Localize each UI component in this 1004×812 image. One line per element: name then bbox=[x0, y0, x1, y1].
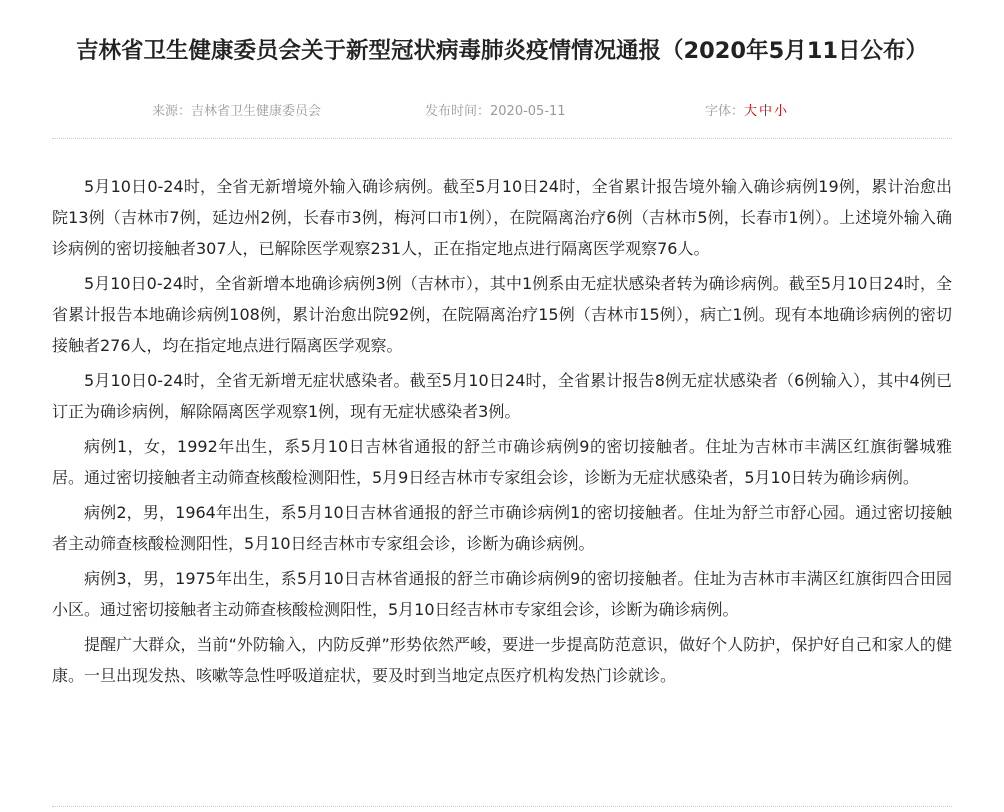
font-size-medium-button[interactable]: 中 bbox=[759, 104, 773, 119]
article-paragraph: 病例2，男，1964年出生，系5月10日吉林省通报的舒兰市确诊病例1的密切接触者。住址为舒兰市舒心园。通过密切接触者主动筛查核酸检测阳性，5月10日经吉林市专家组会诊，诊断为确诊病例。 bbox=[52, 503, 952, 553]
article-paragraph: 提醒广大群众，当前“外防输入，内防反弹”形势依然严峻，要进一步提高防范意识，做好个人防护，保护好自己和家人的健康。一旦出现发热、咳嗽等急性呼吸道症状，要及时到当地定点医疗机构发热门诊就诊。 bbox=[52, 635, 952, 685]
meta-date bbox=[425, 102, 566, 122]
article-paragraph: 5月10日0-24时，全省新增本地确诊病例3例（吉林市），其中1例系由无症状感染者转为确诊病例。截至5月10日24时，全省累计报告本地确诊病例108例，累计治愈出院92例，在院隔离治疗15例（吉林市15例），病亡1例。现有本地确诊病例的密切接触者276人，均在指定地点进行隔离医学观察。 bbox=[52, 274, 952, 355]
font-label: 字体： bbox=[705, 104, 745, 119]
date-value: 2020-05-11 bbox=[490, 104, 566, 119]
article-meta bbox=[0, 102, 1004, 122]
source-value: 吉林省卫生健康委员会 bbox=[191, 104, 322, 119]
font-size-small-button[interactable]: 小 bbox=[774, 104, 788, 119]
article-title: 吉林省卫生健康委员会关于新型冠状病毒肺炎疫情情况通报（2020年5月11日公布） bbox=[75, 38, 929, 64]
article-body bbox=[52, 171, 952, 695]
article-paragraph: 5月10日0-24时，全省无新增境外输入确诊病例。截至5月10日24时，全省累计报告境外输入确诊病例19例，累计治愈出院13例（吉林市7例，延边州2例，长春市3例，梅河口市1例），在院隔离治疗6例（吉林市5例，长春市1例）。上述境外输入确诊病例的密切接触者307人，已解除医学观察231人，正在指定地点进行隔离医学观察76人。 bbox=[52, 177, 952, 258]
font-size-large-button[interactable]: 大 bbox=[744, 104, 758, 119]
article-paragraph: 5月10日0-24时，全省无新增无症状感染者。截至5月10日24时，全省累计报告8例无症状感染者（6例输入），其中4例已订正为确诊病例，解除隔离医学观察1例，现有无症状感染者3例。 bbox=[52, 371, 952, 421]
meta-divider bbox=[52, 138, 952, 139]
date-label: 发布时间： bbox=[425, 104, 491, 119]
meta-source bbox=[152, 102, 321, 122]
article-paragraph: 病例3，男，1975年出生，系5月10日吉林省通报的舒兰市确诊病例9的密切接触者。住址为吉林市丰满区红旗街四合田园小区。通过密切接触者主动筛查核酸检测阳性，5月10日经吉林市专家组会诊，诊断为确诊病例。 bbox=[52, 569, 952, 619]
source-label: 来源： bbox=[152, 104, 192, 119]
article-paragraph: 病例1，女，1992年出生，系5月10日吉林省通报的舒兰市确诊病例9的密切接触者。住址为吉林市丰满区红旗街馨城雅居。通过密切接触者主动筛查核酸检测阳性，5月9日经吉林市专家组会诊，诊断为无症状感染者，5月10日转为确诊病例。 bbox=[52, 437, 952, 487]
meta-font-size bbox=[705, 102, 789, 122]
bottom-divider bbox=[52, 806, 952, 807]
